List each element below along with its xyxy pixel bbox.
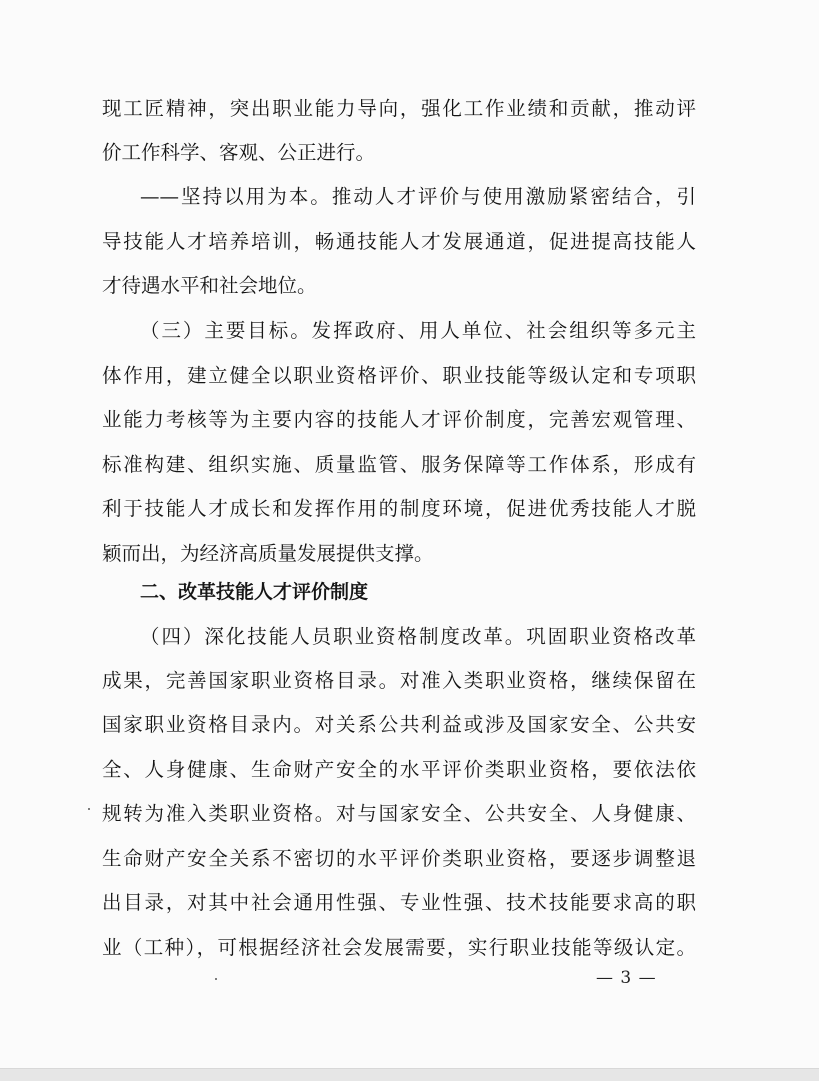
text-line: 全、人身健康、生命财产安全的水平评价类职业资格，要依法依	[102, 758, 696, 781]
text-line: 利于技能人才成长和发挥作用的制度环境，促进优秀技能人才脱	[102, 497, 696, 520]
text-line: 业（工种），可根据经济社会发展需要，实行职业技能等级认定。	[102, 936, 696, 959]
text-line: 出目录，对其中社会通用性强、专业性强、技术技能要求高的职	[102, 891, 696, 914]
scan-speck	[215, 978, 217, 980]
text-line: ——坚持以用为本。推动人才评价与使用激励紧密结合，引	[140, 185, 696, 208]
section-heading: 二、改革技能人才评价制度	[140, 581, 369, 603]
scan-speck	[88, 808, 90, 810]
text-line: 规转为准入类职业资格。对与国家安全、公共安全、人身健康、	[102, 802, 696, 825]
text-line: （四）深化技能人员职业资格制度改革。巩固职业资格改革	[140, 625, 696, 648]
page-number: — 3 —	[596, 968, 657, 988]
text-line: 体作用，建立健全以职业资格评价、职业技能等级认定和专项职	[102, 364, 696, 387]
text-line: 现工匠精神，突出职业能力导向，强化工作业绩和贡献，推动评	[102, 97, 696, 120]
text-line: 价工作科学、客观、公正进行。	[102, 141, 376, 164]
text-line: 导技能人才培养培训，畅通技能人才发展通道，促进提高技能人	[102, 230, 696, 253]
text-line: 颖而出，为经济高质量发展提供支撑。	[102, 542, 434, 565]
text-line: 国家职业资格目录内。对关系公共利益或涉及国家安全、公共安	[102, 713, 696, 736]
text-line: 才待遇水平和社会地位。	[102, 274, 317, 297]
text-line: 标准构建、组织实施、质量监管、服务保障等工作体系，形成有	[102, 453, 696, 476]
viewer-bottom-bar	[0, 1068, 819, 1081]
text-line: 生命财产安全关系不密切的水平评价类职业资格，要逐步调整退	[102, 847, 696, 870]
text-line: 业能力考核等为主要内容的技能人才评价制度，完善宏观管理、	[102, 408, 696, 431]
text-line: （三）主要目标。发挥政府、用人单位、社会组织等多元主	[140, 319, 696, 342]
text-line: 成果，完善国家职业资格目录。对准入类职业资格，继续保留在	[102, 669, 696, 692]
